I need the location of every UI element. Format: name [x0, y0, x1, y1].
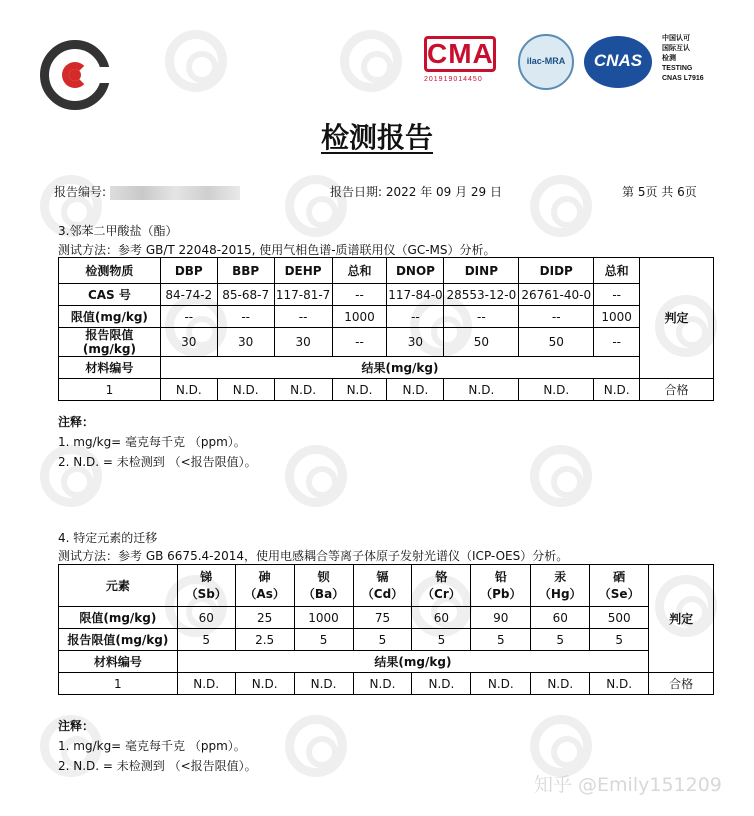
- result-cell: N.D.: [160, 379, 217, 401]
- column-header: DNOP: [387, 258, 444, 284]
- table-cell: 2.5: [235, 629, 294, 651]
- table-cell: 1000: [594, 306, 640, 328]
- table-cell: 5: [353, 629, 412, 651]
- column-header: 总和: [594, 258, 640, 284]
- watermark-logo: [340, 30, 402, 92]
- table-cell: --: [217, 306, 274, 328]
- table-cell: 5: [294, 629, 353, 651]
- watermark-logo: [165, 30, 227, 92]
- table-cell: 30: [274, 328, 332, 357]
- watermark-logo: [285, 715, 347, 777]
- table-cell: 60: [177, 607, 235, 629]
- column-header: BBP: [217, 258, 274, 284]
- table-cell: 500: [590, 607, 649, 629]
- table-cell: 5: [590, 629, 649, 651]
- result-cell: N.D.: [274, 379, 332, 401]
- table-cell: 1000: [294, 607, 353, 629]
- verdict-cell: 合格: [649, 673, 714, 695]
- column-header: 汞 （Hg）: [531, 565, 590, 607]
- notes-heading: 注释：: [58, 719, 95, 733]
- cma-logo: [424, 36, 500, 88]
- column-header: 总和: [332, 258, 387, 284]
- column-header: DEHP: [274, 258, 332, 284]
- redacted-number: [110, 186, 240, 200]
- table-cell: 90: [471, 607, 531, 629]
- table-cell: 28553-12-0: [444, 284, 519, 306]
- result-cell: N.D.: [412, 673, 471, 695]
- page-number: 第 5页 共 6页: [622, 185, 697, 199]
- result-cell: N.D.: [217, 379, 274, 401]
- result-cell: N.D.: [177, 673, 235, 695]
- watermark-logo: [530, 445, 592, 507]
- ilac-mra-text: ilac-MRA: [526, 56, 566, 66]
- table-cell: 50: [519, 328, 594, 357]
- cnas-line: 中国认可: [662, 35, 690, 42]
- notes-heading: 注释：: [58, 415, 95, 429]
- cma-number: 201919014450: [424, 76, 483, 83]
- table-cell: --: [444, 306, 519, 328]
- result-cell: N.D.: [353, 673, 412, 695]
- zhihu-watermark: 知乎 @Emily151209: [534, 774, 722, 796]
- table-cell: 5: [471, 629, 531, 651]
- cma-mark: CMA: [424, 36, 496, 72]
- table-cell: 5: [531, 629, 590, 651]
- result-cell: N.D.: [531, 673, 590, 695]
- column-header: DBP: [160, 258, 217, 284]
- table-cell: 85-68-7: [217, 284, 274, 306]
- phthalate-table: [58, 257, 714, 401]
- table-cell: 117-84-0: [387, 284, 444, 306]
- material-id: 1: [59, 379, 161, 401]
- element-migration-table: [58, 564, 714, 695]
- cnas-line: TESTING: [662, 65, 693, 72]
- report-limit-label: 报告限值(mg/kg): [59, 328, 161, 357]
- report-number: 报告编号:: [54, 183, 240, 200]
- header-element: 元素: [59, 565, 178, 607]
- column-header: 砷 （As）: [235, 565, 294, 607]
- cnas-line: CNAS L7916: [662, 75, 704, 82]
- result-cell: N.D.: [294, 673, 353, 695]
- table-cell: 84-74-2: [160, 284, 217, 306]
- table-cell: 1000: [332, 306, 387, 328]
- table-cell: 50: [444, 328, 519, 357]
- result-cell: N.D.: [444, 379, 519, 401]
- column-header: 钡 （Ba）: [294, 565, 353, 607]
- material-label: 材料编号: [59, 651, 178, 673]
- result-cell: N.D.: [594, 379, 640, 401]
- table-cell: 5: [412, 629, 471, 651]
- note-line: 2. N.D. = 未检测到 （<报告限值）。: [58, 455, 257, 469]
- company-logo: [40, 40, 110, 110]
- table-cell: --: [519, 306, 594, 328]
- cnas-accreditation-text: [662, 34, 732, 84]
- cnas-text: CNAS: [593, 51, 643, 70]
- column-header: 锑 （Sb）: [177, 565, 235, 607]
- table-cell: --: [332, 328, 387, 357]
- section-4-title: 4. 特定元素的迁移: [58, 531, 158, 545]
- column-header: 铅 （Pb）: [471, 565, 531, 607]
- table-cell: 5: [177, 629, 235, 651]
- note-line: 1. mg/kg= 毫克每千克 （ppm）。: [58, 739, 246, 753]
- section-4-notes: [58, 716, 257, 776]
- result-label: 结果(mg/kg): [177, 651, 648, 673]
- table-cell: 117-81-7: [274, 284, 332, 306]
- material-id: 1: [59, 673, 178, 695]
- table-cell: 26761-40-0: [519, 284, 594, 306]
- watermark-logo: [530, 175, 592, 237]
- limit-label: 限值(mg/kg): [59, 607, 178, 629]
- column-header: DIDP: [519, 258, 594, 284]
- page-title: 检测报告: [320, 121, 433, 154]
- table-cell: 30: [160, 328, 217, 357]
- table-cell: --: [594, 284, 640, 306]
- table-cell: --: [160, 306, 217, 328]
- ilac-mra-logo: [518, 34, 574, 90]
- verdict-header: 判定: [649, 565, 714, 673]
- column-header: 铬 （Cr）: [412, 565, 471, 607]
- result-cell: N.D.: [387, 379, 444, 401]
- section-3-notes: [58, 412, 257, 472]
- result-cell: N.D.: [519, 379, 594, 401]
- result-cell: N.D.: [332, 379, 387, 401]
- material-label: 材料编号: [59, 357, 161, 379]
- table-cell: --: [387, 306, 444, 328]
- cnas-logo: [584, 36, 652, 88]
- limit-label: 限值(mg/kg): [59, 306, 161, 328]
- table-cell: 60: [412, 607, 471, 629]
- table-cell: 30: [217, 328, 274, 357]
- cnas-line: 检测: [662, 55, 676, 62]
- verdict-header: 判定: [640, 258, 714, 379]
- result-cell: N.D.: [471, 673, 531, 695]
- result-cell: N.D.: [235, 673, 294, 695]
- table-cell: --: [332, 284, 387, 306]
- table-cell: 60: [531, 607, 590, 629]
- table-cell: --: [274, 306, 332, 328]
- section-4-method: 测试方法：参考 GB 6675.4-2014，使用电感耦合等离子体原子发射光谱仪（ICP-OES）分析。: [58, 549, 569, 563]
- header-substance: 检测物质: [59, 258, 161, 284]
- note-line: 1. mg/kg= 毫克每千克 （ppm）。: [58, 435, 246, 449]
- column-header: 镉 （Cd）: [353, 565, 412, 607]
- report-limit-label: 报告限值(mg/kg): [59, 629, 178, 651]
- report-date: 报告日期: 2022 年 09 月 29 日: [330, 185, 503, 199]
- column-header: 硒 （Se）: [590, 565, 649, 607]
- note-line: 2. N.D. = 未检测到 （<报告限值）。: [58, 759, 257, 773]
- table-cell: 25: [235, 607, 294, 629]
- result-label: 结果(mg/kg): [160, 357, 639, 379]
- section-3-method: 测试方法：参考 GB/T 22048-2015, 使用气相色谱-质谱联用仪（GC-MS）分析。: [58, 243, 496, 257]
- table-cell: 75: [353, 607, 412, 629]
- verdict-cell: 合格: [640, 379, 714, 401]
- result-cell: N.D.: [590, 673, 649, 695]
- watermark-logo: [285, 445, 347, 507]
- section-3-title: 3.邻苯二甲酸盐（酯）: [58, 224, 178, 238]
- column-header: DINP: [444, 258, 519, 284]
- cnas-line: 国际互认: [662, 45, 690, 52]
- table-cell: 30: [387, 328, 444, 357]
- cas-label: CAS 号: [59, 284, 161, 306]
- watermark-logo: [530, 715, 592, 777]
- table-cell: --: [594, 328, 640, 357]
